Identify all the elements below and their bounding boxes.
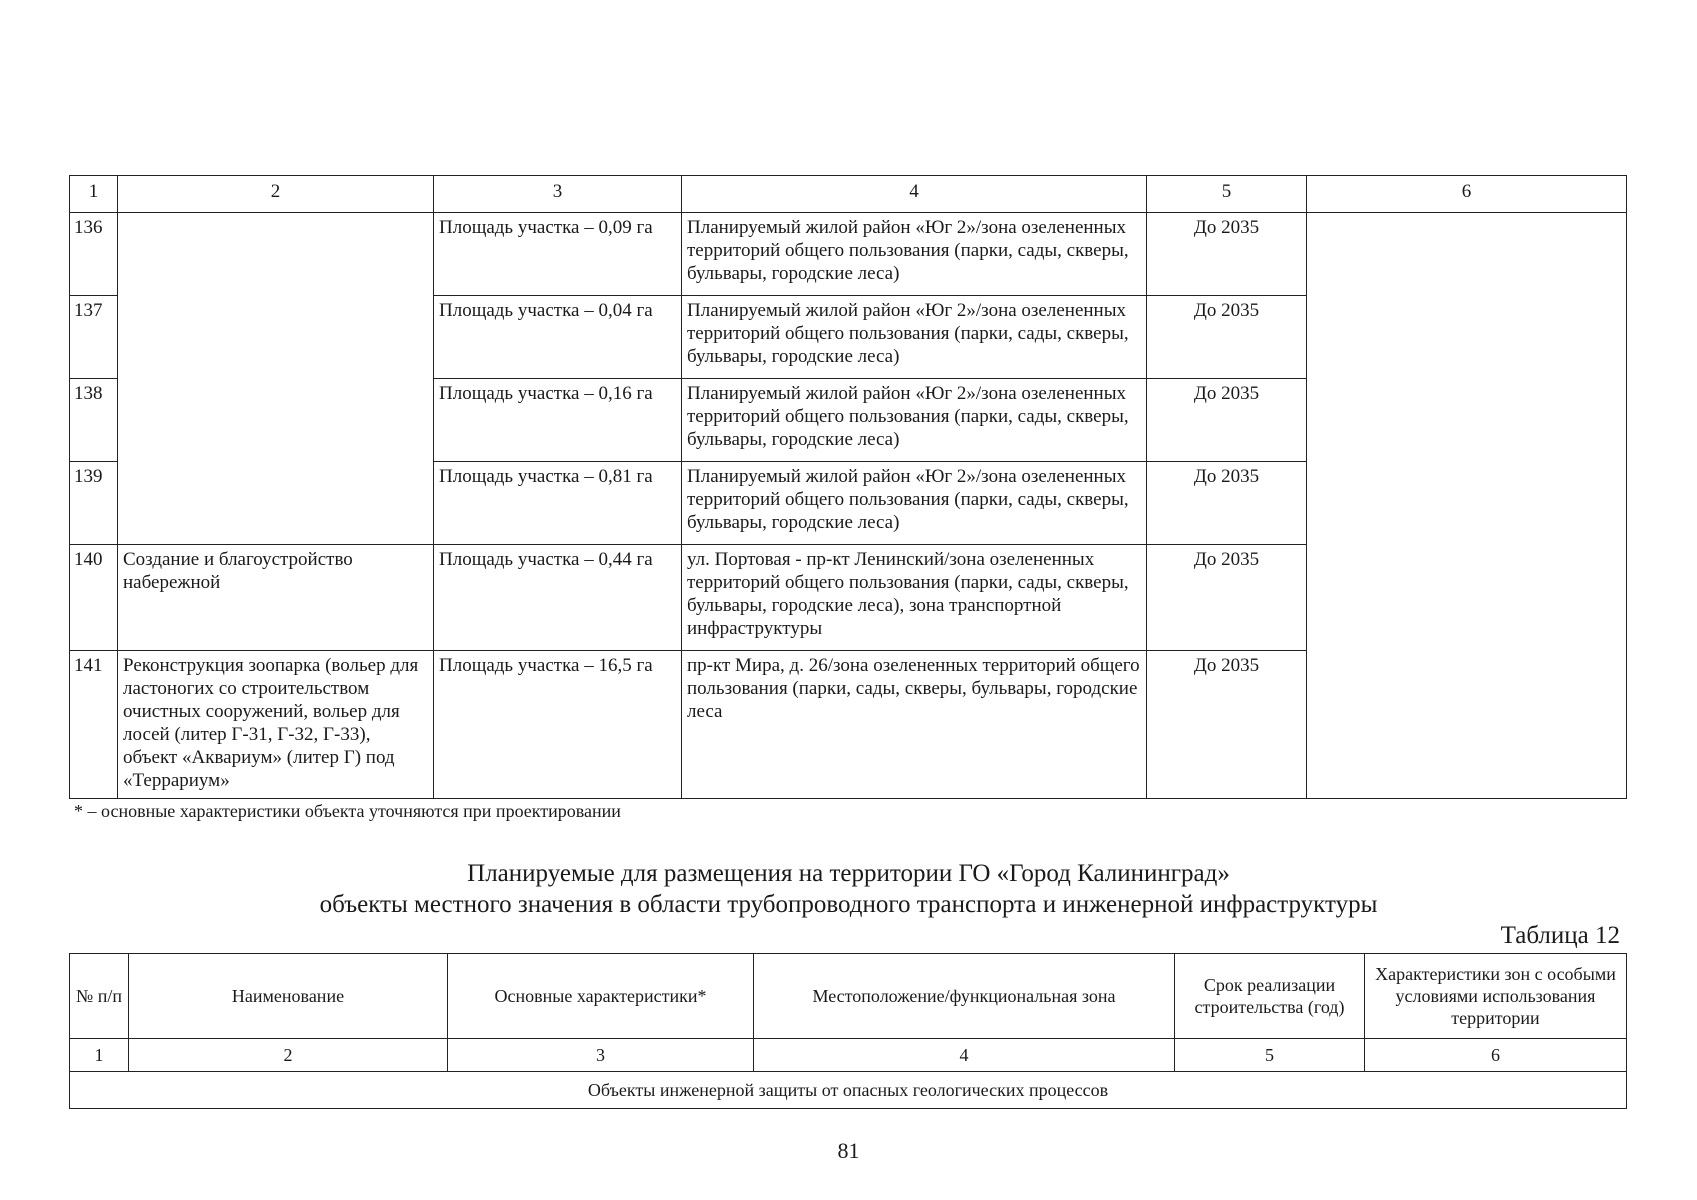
location-zone: ул. Портовая - пр-кт Ленинский/зона озелененных территорий общего пользования (парки, сады, скверы, бульвары, городские леса), зона транспортной инфраструктуры <box>682 545 1147 651</box>
section-row <box>70 1072 1627 1109</box>
row-number: 137 <box>70 296 118 379</box>
column-number-row <box>70 1039 1627 1072</box>
header-number: № п/п <box>70 954 129 1039</box>
page-number: 81 <box>837 1138 860 1163</box>
implementation-term: До 2035 <box>1147 545 1307 651</box>
object-name-cell-merged <box>118 213 434 545</box>
implementation-term: До 2035 <box>1147 462 1307 545</box>
location-zone: Планируемый жилой район «Юг 2»/зона озелененных территорий общего пользования (парки, сады, скверы, бульвары, городские леса) <box>682 213 1147 296</box>
row-number: 138 <box>70 379 118 462</box>
location-zone: Планируемый жилой район «Юг 2»/зона озелененных территорий общего пользования (парки, сады, скверы, бульвары, городские леса) <box>682 296 1147 379</box>
header-name: Наименование <box>129 954 448 1039</box>
header-location: Местоположение/функциональная зона <box>754 954 1175 1039</box>
column-number: 2 <box>129 1039 448 1072</box>
object-name: Создание и благоустройство набережной <box>118 545 434 651</box>
main-characteristics: Площадь участка – 0,09 га <box>434 213 682 296</box>
column-number: 3 <box>434 176 682 213</box>
column-number-row <box>70 176 1627 213</box>
object-name: Реконструкция зоопарка (вольер для ластоногих со строительством очистных сооружений, вольер для лосей (литер Г-31, Г-32, Г-33), объект «Аквариум» (литер Г) под «Террариум» <box>118 651 434 799</box>
column-number: 4 <box>754 1039 1175 1072</box>
zone-characteristics-cell-merged <box>1307 213 1627 799</box>
column-number: 6 <box>1365 1039 1627 1072</box>
implementation-term: До 2035 <box>1147 213 1307 296</box>
row-number: 141 <box>70 651 118 799</box>
header-term: Срок реализации строительства (год) <box>1175 954 1365 1039</box>
implementation-term: До 2035 <box>1147 651 1307 799</box>
section-title-line-1: Планируемые для размещения на территории ГО «Город Калининград» <box>467 860 1230 887</box>
section-heading: Объекты инженерной защиты от опасных геологических процессов <box>70 1072 1627 1109</box>
main-characteristics: Площадь участка – 16,5 га <box>434 651 682 799</box>
location-zone: Планируемый жилой район «Юг 2»/зона озелененных территорий общего пользования (парки, сады, скверы, бульвары, городские леса) <box>682 379 1147 462</box>
main-characteristics: Площадь участка – 0,16 га <box>434 379 682 462</box>
header-zones: Характеристики зон с особыми условиями использования территории <box>1365 954 1627 1039</box>
column-number: 4 <box>682 176 1147 213</box>
column-number: 1 <box>70 176 118 213</box>
header-characteristics: Основные характеристики* <box>448 954 754 1039</box>
location-zone: пр-кт Мира, д. 26/зона озелененных территорий общего пользования (парки, сады, скверы, бульвары, городские леса <box>682 651 1147 799</box>
implementation-term: До 2035 <box>1147 296 1307 379</box>
section-title-line-2: объекты местного значения в области трубопроводного транспорта и инженерной инфраструктуры <box>319 891 1378 918</box>
implementation-term: До 2035 <box>1147 379 1307 462</box>
row-number: 140 <box>70 545 118 651</box>
main-characteristics: Площадь участка – 0,44 га <box>434 545 682 651</box>
table-11-continuation <box>69 175 1627 799</box>
main-characteristics: Площадь участка – 0,04 га <box>434 296 682 379</box>
footnote: * – основные характеристики объекта уточняются при проектировании <box>74 801 621 821</box>
column-number: 5 <box>1147 176 1307 213</box>
table-row <box>70 213 1627 296</box>
column-number: 5 <box>1175 1039 1365 1072</box>
main-characteristics: Площадь участка – 0,81 га <box>434 462 682 545</box>
column-number: 2 <box>118 176 434 213</box>
row-number: 136 <box>70 213 118 296</box>
column-number: 6 <box>1307 176 1627 213</box>
table-12 <box>69 953 1627 1109</box>
column-number: 1 <box>70 1039 129 1072</box>
table-label: Таблица 12 <box>1500 922 1620 949</box>
column-number: 3 <box>448 1039 754 1072</box>
table-header-row <box>70 954 1627 1039</box>
row-number: 139 <box>70 462 118 545</box>
location-zone: Планируемый жилой район «Юг 2»/зона озелененных территорий общего пользования (парки, сады, скверы, бульвары, городские леса) <box>682 462 1147 545</box>
